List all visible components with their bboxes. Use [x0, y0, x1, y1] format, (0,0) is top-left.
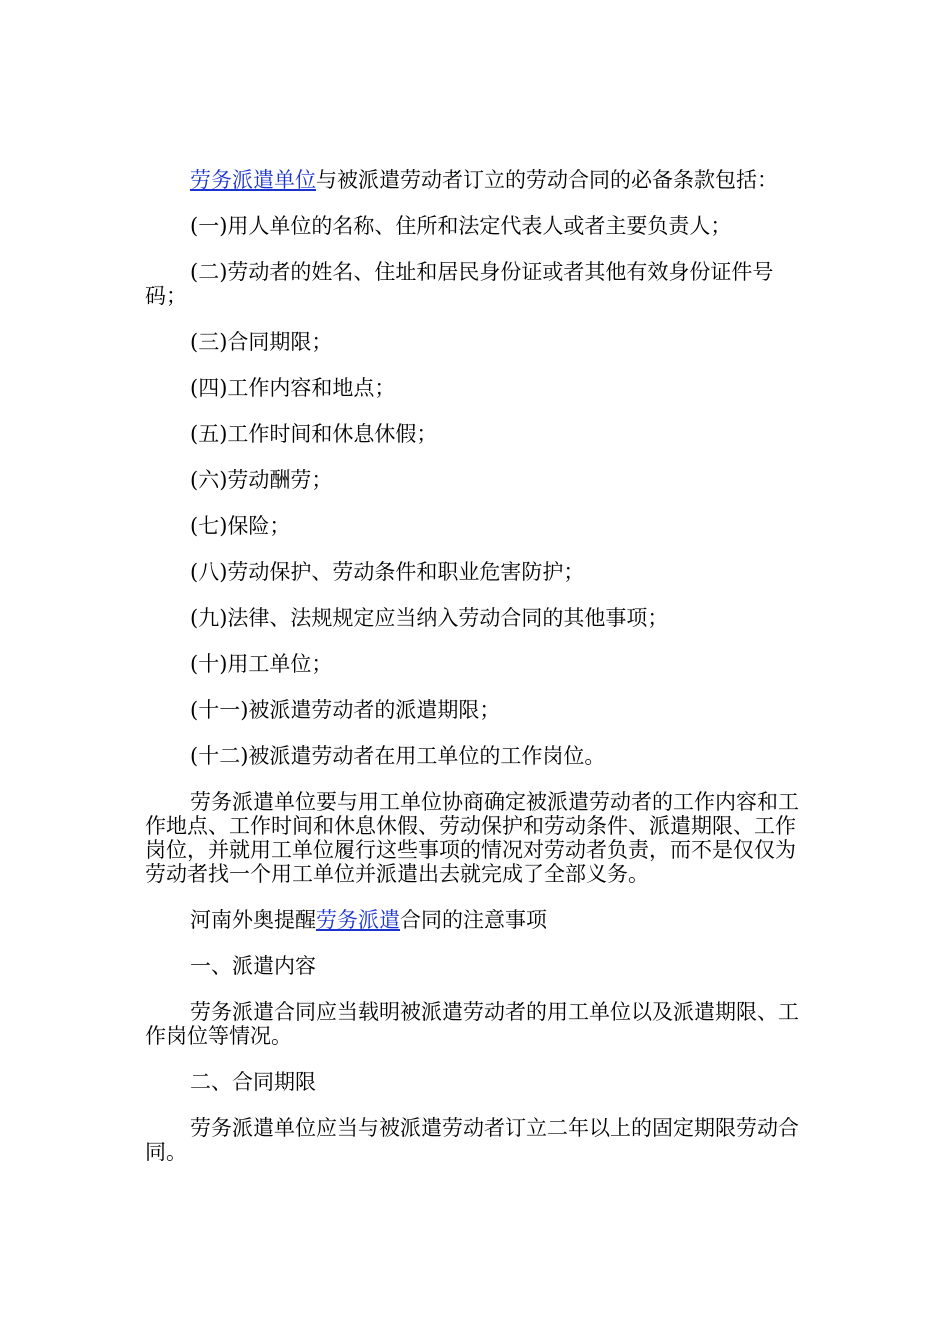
notice-heading [145, 908, 810, 932]
list-item: (五)工作时间和休息休假； [190, 422, 438, 446]
section-2-body: 劳务派遣单位应当与被派遣劳动者订立二年以上的固定期限劳动合同。 [145, 1116, 799, 1164]
list-item: (十)用工单位； [190, 652, 333, 676]
list-item: (六)劳动酬劳； [190, 468, 333, 492]
list-item: (八)劳动保护、劳动条件和职业危害防护； [190, 560, 585, 584]
duty-paragraph: 劳务派遣单位要与用工单位协商确定被派遣劳动者的工作内容和工作地点、工作时间和休息休假、劳动保护和劳动条件、派遣期限、工作岗位，并就用工单位履行这些事项的情况对劳动者负责，而不是仅仅为劳动者找一个用工单位并派遣出去就完成了全部义务。 [145, 790, 799, 886]
list-item: (三)合同期限； [190, 330, 333, 354]
section-2-title: 二、合同期限 [190, 1070, 316, 1094]
list-item: (四)工作内容和地点； [190, 376, 396, 400]
labor-dispatch-link[interactable]: 劳务派遣 [316, 908, 400, 932]
intro-paragraph [145, 168, 810, 192]
document-body [145, 168, 810, 1186]
notice-heading-prefix: 河南外奥提醒 [190, 908, 316, 932]
intro-text: 与被派遣劳动者订立的劳动合同的必备条款包括： [316, 168, 778, 192]
list-item: (二)劳动者的姓名、住址和居民身份证或者其他有效身份证件号码； [145, 260, 774, 308]
labor-dispatch-unit-link[interactable]: 劳务派遣单位 [190, 168, 316, 192]
section-1-body: 劳务派遣合同应当载明被派遣劳动者的用工单位以及派遣期限、工作岗位等情况。 [145, 1000, 799, 1048]
section-1-title: 一、派遣内容 [190, 954, 316, 978]
list-item: (七)保险； [190, 514, 291, 538]
list-item: (十一)被派遣劳动者的派遣期限； [190, 698, 501, 722]
notice-heading-suffix: 合同的注意事项 [400, 908, 547, 932]
list-item: (十二)被派遣劳动者在用工单位的工作岗位。 [190, 744, 606, 768]
list-item: (一)用人单位的名称、住所和法定代表人或者主要负责人； [190, 214, 732, 238]
list-item: (九)法律、法规规定应当纳入劳动合同的其他事项； [190, 606, 669, 630]
